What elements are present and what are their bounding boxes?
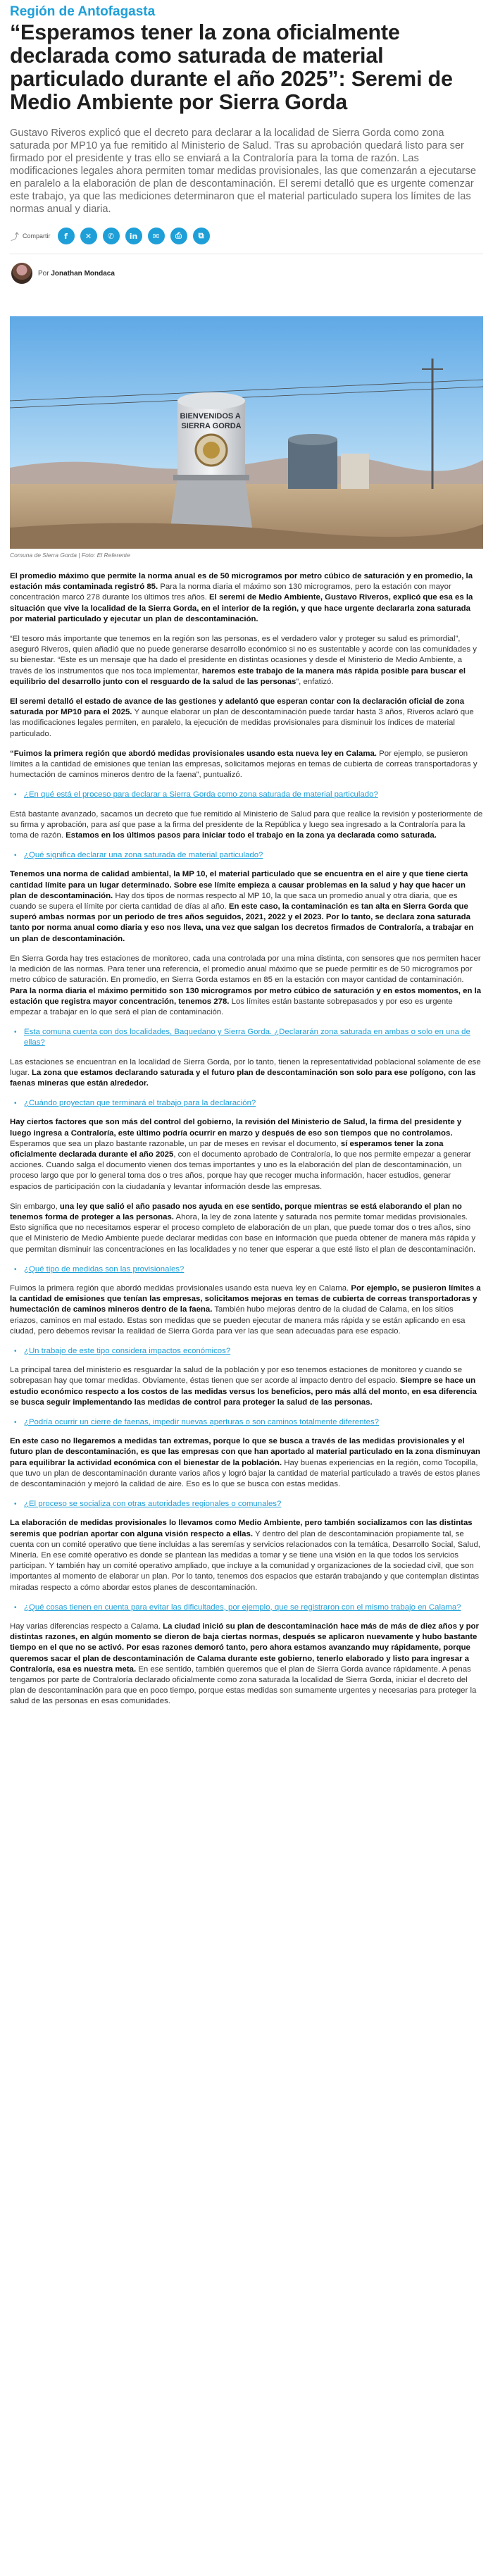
body-paragraph: La principal tarea del ministerio es resguardar la salud de la población y por eso tenemos estaciones de monitoreo y cuando se sobrepasan hay que tomar medidas. Obviamente, éstas tienen que ser acorde al impacto dentro del espacio. Siempre se hace un estudio económico respecto a los costos de las medidas versus los beneficios, pero más allá del monto, en esa diferencia se busca seguir implementando las medidas de control para proteger la salud de las personas. <box>10 1366 477 1407</box>
print-icon[interactable]: ⎙ <box>170 228 187 244</box>
tank-sign: BIENVENIDOS A SIERRA GORDA <box>180 412 242 430</box>
share-buttons <box>58 228 216 244</box>
share-icon: ⤴ <box>10 231 19 242</box>
whatsapp-icon[interactable]: ✆ <box>103 228 120 244</box>
body-paragraph: El seremi detalló el estado de avance de las gestiones y adelantó que esperan contar con la declaración oficial de zona saturada por MP10 para el 2025. Y aunque elaborar un plan de descontaminación puede tardar hasta 3 años, Riveros aclaró que las modificaciones legales permiten, en paralelo, la ejecución de medidas provisionales para disminuir los índices de material particulado. <box>10 697 474 738</box>
question-text[interactable]: Esta comuna cuenta con dos localidades, Baquedano y Sierra Gorda. ¿Declararán zona saturada en ambas o solo en una de ellas? <box>24 1028 470 1047</box>
facebook-icon[interactable]: f <box>58 228 75 244</box>
bullet-icon: • <box>14 1500 17 1509</box>
body-paragraph: “El tesoro más importante que tenemos en la región son las personas, es el verdadero valor y proteger su salud es primordial”, aseguró Riveros, quien añadió que no puede generarse desarrollo económico si no es sustentable y acorde con las comunidades y su bienestar. “Este es un mensaje que ha dado el presidente en distintas ocasiones y desde el Ministerio de Medio Ambiente, a través de los instrumentos que nos toca implementar, haremos este trabajo de la manera más rápida posible para buscar el equilibrio del desarrollo junto con el resguardo de la salud de las personas”, enfatizó. <box>10 635 477 686</box>
question-text[interactable]: ¿Podría ocurrir un cierre de faenas, impedir nuevas aperturas o son caminos totalmente diferentes? <box>24 1418 379 1426</box>
body-paragraph: Está bastante avanzado, sacamos un decreto que fue remitido al Ministerio de Salud para que realice la revisión y posteriormente de su firma y aprobación, para así que pase a la firma del presidente de la República y luego sea ingresado a la Contraloría para la toma de razón. Estamos en los últimos pasos para iniciar todo el trabajo en la zona ya declarada como saturada. <box>10 809 483 840</box>
question-text[interactable]: ¿Cuándo proyectan que terminará el trabajo para la declaración? <box>24 1099 256 1108</box>
avatar[interactable] <box>11 263 32 284</box>
interview-question[interactable] <box>14 1264 483 1275</box>
twitter-icon[interactable]: ✕ <box>80 228 97 244</box>
interview-question[interactable] <box>14 1603 483 1613</box>
linkedin-icon[interactable]: in <box>125 228 142 244</box>
question-text[interactable]: ¿El proceso se socializa con otras autoridades regionales o comunales? <box>24 1500 282 1509</box>
bullet-icon: • <box>14 1603 17 1612</box>
interview-question[interactable] <box>14 1499 483 1510</box>
question-text[interactable]: ¿Qué cosas tienen en cuenta para evitar las dificultades, por ejemplo, que se registraron con el mismo trabajo en Calama? <box>24 1603 461 1612</box>
body-paragraph: En este caso no llegaremos a medidas tan extremas, porque lo que se busca a través de las medidas provisionales y el futuro plan de descontaminación, es que las empresas con que han aportado al material particulado en la zona disminuyan para equilibrar la actividad económica con el bienestar de la población. Hay buenas experiencias en la región, como Tocopilla, que tuvo un plan de descontaminación durante varios años y logró bajar la cantidad de material particulado a través de estos planes de descontaminación y mejoró la calidad de aire. Eso es lo que se busca con estas medidas. <box>10 1437 480 1489</box>
body-paragraph: El promedio máximo que permite la norma anual es de 50 microgramos por metro cúbico de saturación y en promedio, la estación más contaminada registró 85. Para la norma diaria el máximo son 130 microgramos, pero la estación con mayor concentración marcó 278 durante los últimos tres años. El seremi de Medio Ambiente, Gustavo Riveros, explicó que esa es la situación que vive la localidad de la Sierra Gorda, en el interior de la región, y que hace urgente declararla zona saturada por material particulado y ejecutar un plan de descontaminación. <box>10 572 473 623</box>
article-title: “Esperamos tener la zona oficialmente declarada como saturada de material particulado durante el año 2025”: Seremi de Medio Ambiente por Sierra Gorda <box>10 20 453 114</box>
article-photo <box>10 316 483 549</box>
question-text[interactable]: ¿Qué significa declarar una zona saturada de material particulado? <box>24 851 263 860</box>
author-block <box>10 256 483 291</box>
body-paragraph: Sin embargo, una ley que salió el año pasado nos ayuda en ese sentido, porque mientras se está elaborando el plan no tenemos forma de proteger a las personas. Ahora, la ley de zona latente y saturada nos permite tomar medidas provisionales. Esto significa que no necesitamos esperar el proceso completo de elaboración de un plan, que puede tomar dos o tres años, sino que el Ministerio de Medio Ambiente puede declarar medidas con base en información que pueda obtener de manera más rápida y que permitan disminuir las concentraciones en las localidades y no tener que esperar a que esté listo el plan de descontaminación. <box>10 1202 476 1254</box>
question-text[interactable]: ¿Qué tipo de medidas son las provisionales? <box>24 1264 185 1274</box>
interview-question[interactable] <box>14 1027 483 1048</box>
body-paragraph: “Fuimos la primera región que abordó medidas provisionales usando esta nueva ley en Calama. Por ejemplo, se pusieron límites a la cantidad de emisiones que tenían las empresas, solicitamos mejoras en temas de cubierta de correas transportadoras y humectación de caminos mineros dentro de la faena”, puntualizó. <box>10 749 478 780</box>
interview-question[interactable] <box>14 1098 483 1109</box>
share-bar <box>10 225 483 247</box>
bullet-icon: • <box>14 1265 17 1274</box>
email-icon[interactable]: ✉ <box>148 228 165 244</box>
bullet-icon: • <box>14 1347 17 1355</box>
body-paragraph: Fuimos la primera región que abordó medidas provisionales usando esta nueva ley en Calama. Por ejemplo, se pusieron límites a la cantidad de emisiones que tenían las empresas, solicitamos mejoras en temas de cubierta de correas transportadoras y humectación de caminos mineros dentro de la faena. También hubo mejoras dentro de la ciudad de Calama, en los sitios eriazos, caminos en mal estado. Estas son medidas que se pueden ejecutar de manera más rápida y se están aplicando en esa ciudad, pero debemos revisar la realidad de Sierra Gorda para ver las que sean adecuadas para ese espacio. <box>10 1283 481 1336</box>
bullet-icon: • <box>14 852 17 860</box>
question-text[interactable]: ¿Un trabajo de este tipo considera impactos económicos? <box>24 1346 231 1355</box>
author-name[interactable]: Jonathan Mondaca <box>51 269 115 278</box>
interview-question[interactable] <box>14 1346 483 1357</box>
share-label: Compartir <box>23 232 51 239</box>
interview-question[interactable] <box>14 790 483 800</box>
interview-question[interactable] <box>14 1417 483 1428</box>
copy-link-icon[interactable]: ⧉ <box>193 228 210 244</box>
bullet-icon: • <box>14 791 17 799</box>
photo-caption: Comuna de Sierra Gorda | Foto: El Referente <box>10 552 130 559</box>
body-paragraph: La elaboración de medidas provisionales lo llevamos como Medio Ambiente, pero también socializamos con las distintas seremis que podrían aportar con alguna visión respecto a ellas. Y dentro del plan de descontaminación propiamente tal, se cuenta con un comité operativo que tiene incluidas a las seremías y servicios relacionados con la temática, Desarrollo Social, Salud, Minería. En ese comité operativo es donde se plantean las medidas a tomar y se tiene una visión en la que todos los servicios participan. Y también hay un comité operativo ampliado, que incluye a la comunidad y organizaciones de la sociedad civil, que son importantes al momento de elaborar un plan. Por lo tanto, tenemos dos espacios que estarán trabajando y que contemplan distintas miradas respecto a cómo abordar estos planes de descontaminación. <box>10 1519 480 1592</box>
article-body <box>10 571 483 1707</box>
question-text[interactable]: ¿En qué está el proceso para declarar a Sierra Gorda como zona saturada de material particulado? <box>24 790 378 799</box>
section-kicker[interactable]: Región de Antofagasta <box>10 4 156 19</box>
bullet-icon: • <box>14 1419 17 1426</box>
author-byline <box>38 270 115 278</box>
bullet-icon: • <box>14 1100 17 1108</box>
body-paragraph: Hay ciertos factores que son más del control del gobierno, la revisión del Ministerio de Salud, la firma del presidente y luego ingresa a Contraloría, este último podría ocurrir en marzo y después de eso son tiempos que no controlamos. Esperamos que sea un plazo bastante razonable, un par de meses en revisar el documento, sí esperamos tener la zona oficialmente declarada durante el año 2025, con el documento aprobado de Contraloría, lo que nos permite empezar a generar acciones. Cuando salga el documento vienen dos temas importantes y uno es la elaboración del plan de descontaminación, un proceso largo que por lo general toma dos o tres años, porque hay que recoger mucha información, hacer estudios, generar espacios de participación con la ciudadanía y levantar información desde las empresas. <box>10 1118 471 1191</box>
interview-question[interactable] <box>14 850 483 861</box>
body-paragraph: En Sierra Gorda hay tres estaciones de monitoreo, cada una controlada por una mina distinta, con sensores que nos permiten hacer la medición de las normas. Para tener una referencia, el promedio anual máximo que se puede permitir es de 50 microgramos por metro cúbico de saturación. En promedio, en Sierra Gorda estamos en 85 en la estación con mayor cantidad de contaminación. Para la norma diaria el máximo permitido son 130 microgramos por metro cúbico de saturación y en estos momentos, en la estación que registra mayor concentración, tenemos 278. Los límites están bastante sobrepasados y por eso es urgente empezar a trabajar en lo que será el plan de contaminación. <box>10 954 482 1016</box>
body-paragraph: Las estaciones se encuentran en la localidad de Sierra Gorda, por lo tanto, tienen la representatividad poblacional solamente de ese lugar. La zona que estamos declarando saturada y el futuro plan de descontaminación son solo para ese polígono, con las faenas mineras que están alrededor. <box>10 1057 481 1088</box>
photo-illustration <box>10 316 483 549</box>
body-paragraph: Hay varias diferencias respecto a Calama. La ciudad inició su plan de descontaminación hace más de más de diez años y por distintas razones, en algún momento se dieron de baja ciertas normas, después se aplicaron nuevamente y hubo bastante tiempo en el que no se activó. Por esas razones demoró tanto, pero ahora estamos avanzando muy rápidamente, porque queremos sacar el plan de descontaminación de Calama durante este gobierno, tenerlo elaborado y listo para ingresar a Contraloría, esa es nuestra meta. En ese sentido, también queremos que el plan de Sierra Gorda avance rápidamente. A penas tengamos por parte de Contraloría declarado oficialmente como zona saturada la localidad de Sierra Gorda, iniciar el decreto del plan de descontaminación para que en poco tiempo, porque estas medidas son sumamente urgentes y necesarias para proteger la salud de las personas en esas comunidades. <box>10 1622 479 1706</box>
bullet-icon: • <box>14 1028 17 1037</box>
author-prefix: Por <box>38 269 49 278</box>
article-lead: Gustavo Riveros explicó que el decreto para declarar a la localidad de Sierra Gorda como zona saturada por MP10 ya fue remitido al Ministerio de Salud. Tras su aprobación quedará listo para ser firmado por el presidente y tras ello se enviará a la Contraloría para la toma de razón. Las modificaciones legales ahora permiten tomar medidas provisionales, las que comenzarán a ejecutarse en paralelo a la elaboración de plan de descontaminación. El seremi detalló que es urgente comenzar este trabajo, ya que las mediciones determinaron que el material particulado supera los límites de las normas anual y diaria. <box>10 127 476 215</box>
body-paragraph: Tenemos una norma de calidad ambiental, la MP 10, el material particulado que se encuentra en el aire y que tiene cierta cantidad límite para un lugar determinado. Sobre ese límite empieza a causar problemas en la salud y hay que hacer un plan de descontaminación. Hay dos tipos de normas respecto al MP 10, la que saca un promedio anual y otra diaria, que es cuando se supera el límite por cierta cantidad de días al año. En este caso, la contaminación es tan alta en Sierra Gorda que superó ambas normas por un periodo de tres años seguidos, 2021, 2022 y el 2023. Por lo tanto, se declara zona saturada tanto por norma anual como diaria y eso nos lleva, una vez que salgan los decretos firmados de Contraloría, a trabajar en un plan de descontaminación. <box>10 870 474 943</box>
